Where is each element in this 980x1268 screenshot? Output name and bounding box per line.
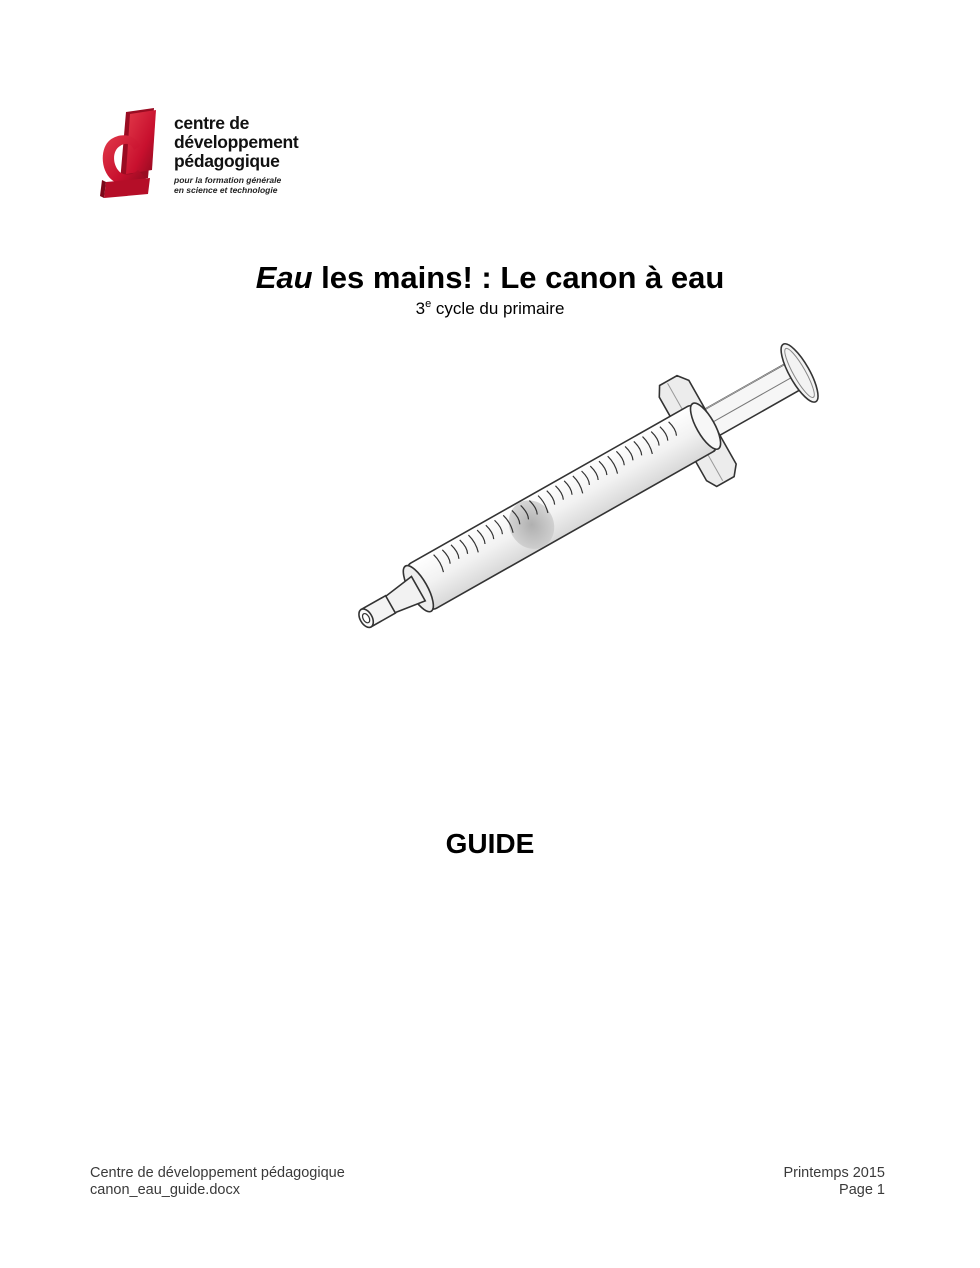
subtitle-superscript: e — [425, 298, 432, 310]
page-subtitle — [0, 298, 980, 320]
footer-left — [90, 1165, 345, 1199]
page-title-rest: les mains! : Le canon à eau — [312, 260, 725, 295]
guide-heading: GUIDE — [445, 828, 535, 859]
syringe-icon — [330, 340, 820, 660]
logo-line-1: centre de — [174, 113, 250, 133]
logo-text — [174, 114, 298, 195]
logo-line-2: développement — [174, 132, 299, 152]
footer-date: Printemps 2015 — [783, 1165, 885, 1181]
subtitle-rest: cycle du primaire — [431, 299, 565, 318]
footer-organization: Centre de développement pédagogique — [90, 1165, 345, 1181]
footer-filename: canon_eau_guide.docx — [90, 1182, 240, 1198]
subtitle-number: 3 — [415, 299, 426, 318]
footer-page-number: Page 1 — [839, 1182, 885, 1198]
footer-right — [783, 1165, 885, 1199]
page-title-italic: Eau — [255, 260, 313, 295]
logo-subtitle-2: en science et technologie — [174, 185, 278, 195]
page-title — [0, 258, 980, 298]
logo — [96, 108, 336, 203]
logo-line-3: pédagogique — [174, 151, 280, 171]
logo-subtitle-1: pour la formation générale — [174, 175, 282, 185]
cdp-logo-icon — [96, 108, 162, 200]
